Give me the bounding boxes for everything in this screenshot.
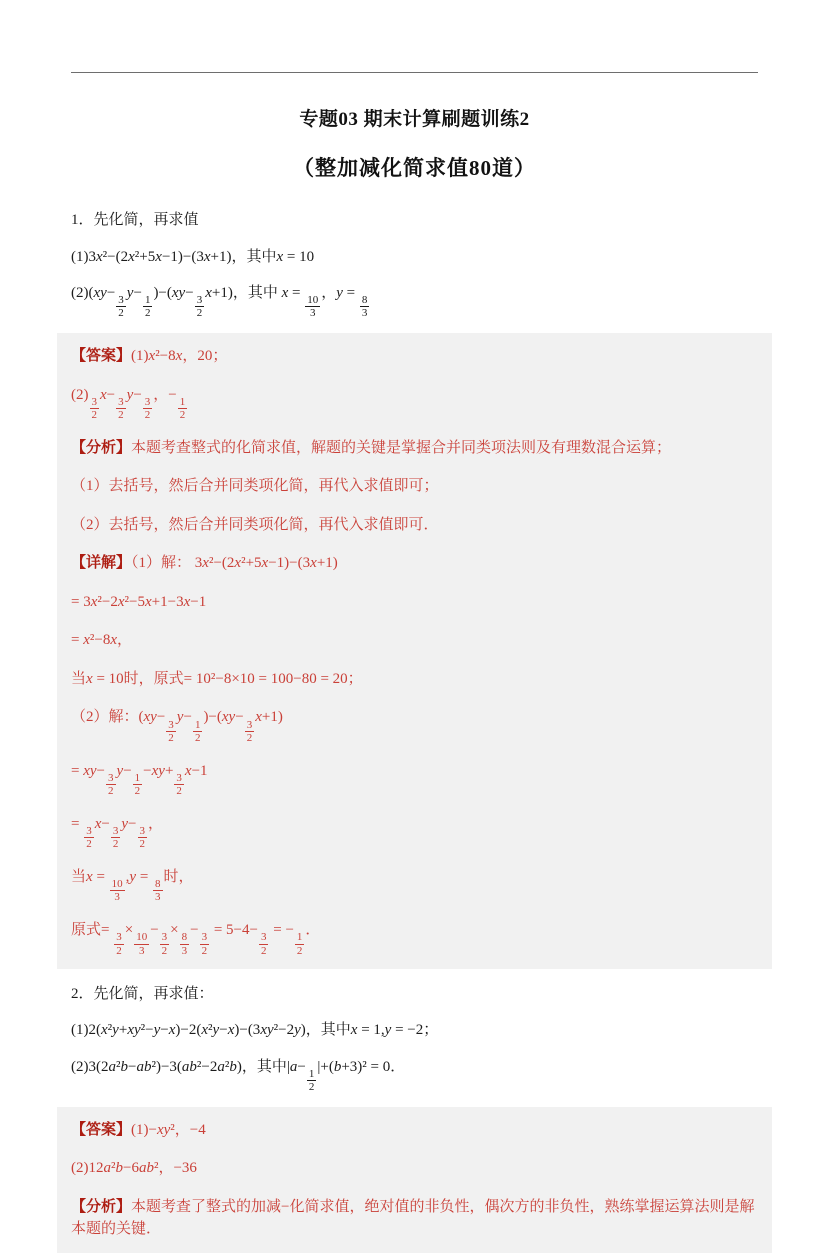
solution-line: 【答案】(1)−xy²，−4: [71, 1121, 206, 1138]
fraction: $\frac{1}{2}$: [308, 1067, 315, 1093]
fraction: $\frac{3}{2}$: [161, 931, 168, 957]
problem-2-part-1: (1)2(x²y+xy²−y−x)−2(x²y−x)−(3xy²−2y)，其中x = 1,y = −2；: [71, 1022, 439, 1039]
solution-line: 原式= $\frac{3}{2}$ × $\frac{10}{3}$ − $\frac{3}{2}$ × $\frac{8}{3}$ − $\frac{3}{2}$ = 5−4− $\frac{3}{2}$ = − $\frac{1}{2}$ ．: [71, 922, 321, 957]
solution-line: （2）解：(xy− $\frac{3}{2}$ y− $\frac{1}{2}$ )−(xy− $\frac{3}{2}$ x+1): [71, 709, 283, 744]
fraction: $\frac{8}{3}$: [361, 294, 368, 320]
fraction: $\frac{1}{2}$: [179, 395, 186, 421]
solution-line: = xy− $\frac{3}{2}$ y− $\frac{1}{2}$ −xy+ $\frac{3}{2}$ x−1: [71, 762, 208, 797]
document-body: [71, 202, 758, 1253]
section-label: 【详解】: [71, 555, 132, 572]
fraction: $\frac{3}{2}$: [118, 294, 124, 320]
fraction: $\frac{1}{2}$: [194, 718, 201, 744]
fraction: $\frac{3}{2}$: [176, 771, 182, 797]
problem-1-part-2: (2)(xy− $\frac{3}{2}$ y− $\frac{1}{2}$ )−(xy− $\frac{3}{2}$ x+1)，其中 x = $\frac{10}{3}$ ，y = $\frac{8}{3}$: [71, 285, 368, 320]
fraction: $\frac{8}{3}$: [181, 931, 188, 957]
solution-line: (2) $\frac{3}{2}$ x− $\frac{3}{2}$ y− $\frac{3}{2}$ ，− $\frac{1}{2}$: [71, 386, 186, 421]
solution-line: 【详解】（1）解： 3x²−(2x²+5x−1)−(3x+1): [71, 555, 338, 572]
section-label: 【答案】: [71, 1121, 132, 1138]
fraction: $\frac{3}{2}$: [118, 395, 124, 421]
fraction: $\frac{1}{2}$: [144, 294, 151, 320]
header-rule: [71, 72, 758, 73]
fraction: $\frac{3}{2}$: [86, 824, 92, 851]
solution-line: 当x = $\frac{10}{3}$ ,y = $\frac{8}{3}$ 时，: [71, 869, 194, 904]
solution-line: 【答案】(1)x²−8x，20；: [71, 348, 228, 365]
section-label: 【分析】: [71, 439, 132, 456]
fraction: $\frac{1}{2}$: [296, 931, 303, 957]
fraction: $\frac{3}{2}$: [91, 395, 97, 421]
fraction: $\frac{3}{2}$: [116, 931, 122, 957]
fraction: $\frac{10}{3}$: [307, 294, 319, 320]
fraction: $\frac{8}{3}$: [155, 878, 161, 904]
problem-2-title: 2．先化简，再求值：: [71, 985, 214, 1002]
fraction: $\frac{3}{2}$: [201, 931, 208, 957]
page-title: 专题03 期末计算刷题训练2: [299, 109, 530, 130]
solution-line: （1）去括号，然后合并同类项化简，再代入求值即可；: [71, 478, 439, 495]
solution-line: （2）去括号，然后合并同类项化简，再代入求值即可．: [71, 516, 439, 533]
fraction: $\frac{3}{2}$: [168, 718, 174, 744]
solution-line: 【分析】本题考查整式的化简求值，解题的关键是掌握合并同类项法则及有理数混合运算；: [71, 439, 672, 456]
problem-1-part-1: (1)3x²−(2x²+5x−1)−(3x+1)，其中x = 10: [71, 248, 315, 265]
fraction: $\frac{3}{2}$: [112, 824, 119, 851]
fraction: $\frac{3}{2}$: [108, 771, 114, 797]
fraction: $\frac{10}{3}$: [111, 878, 123, 904]
fraction: $\frac{1}{2}$: [134, 771, 141, 797]
solution-line: (2)12a²b−6ab²，−36: [71, 1160, 197, 1177]
problem-2-solution: [57, 1107, 772, 1253]
document-page: [0, 72, 827, 1253]
problem-1-solution: [57, 333, 772, 968]
solution-line: 当x = 10时，原式= 10²−8×10 = 100−80 = 20；: [71, 670, 363, 687]
page-subtitle: （整加减化简求值80道）: [293, 156, 536, 180]
solution-line: = x²−8x，: [71, 632, 133, 649]
solution-line: = $\frac{3}{2}$ x− $\frac{3}{2}$ y− $\frac{3}{2}$ ，: [71, 815, 164, 851]
section-label: 【分析】: [71, 1198, 132, 1215]
problem-2-part-2: (2)3(2a²b−ab²)−3(ab²−2a²b)，其中|a− $\frac{1}{2}$ |+(b+3)² = 0．: [71, 1058, 406, 1093]
solution-line: 【分析】本题考查了整式的加减−化简求值，绝对值的非负性，偶次方的非负性，熟练掌握运算法则是解本题的关键．: [71, 1198, 755, 1238]
fraction: $\frac{3}{2}$: [139, 824, 145, 851]
fraction: $\frac{10}{3}$: [136, 931, 148, 957]
section-label: 【答案】: [71, 348, 132, 365]
solution-line: = 3x²−2x²−5x+1−3x−1: [71, 593, 207, 610]
fraction: $\frac{3}{2}$: [260, 931, 267, 957]
problem-1-title: 1．先化简，再求值: [71, 212, 199, 228]
fraction: $\frac{3}{2}$: [144, 395, 151, 421]
fraction: $\frac{3}{2}$: [196, 294, 203, 320]
fraction: $\frac{3}{2}$: [246, 718, 253, 744]
